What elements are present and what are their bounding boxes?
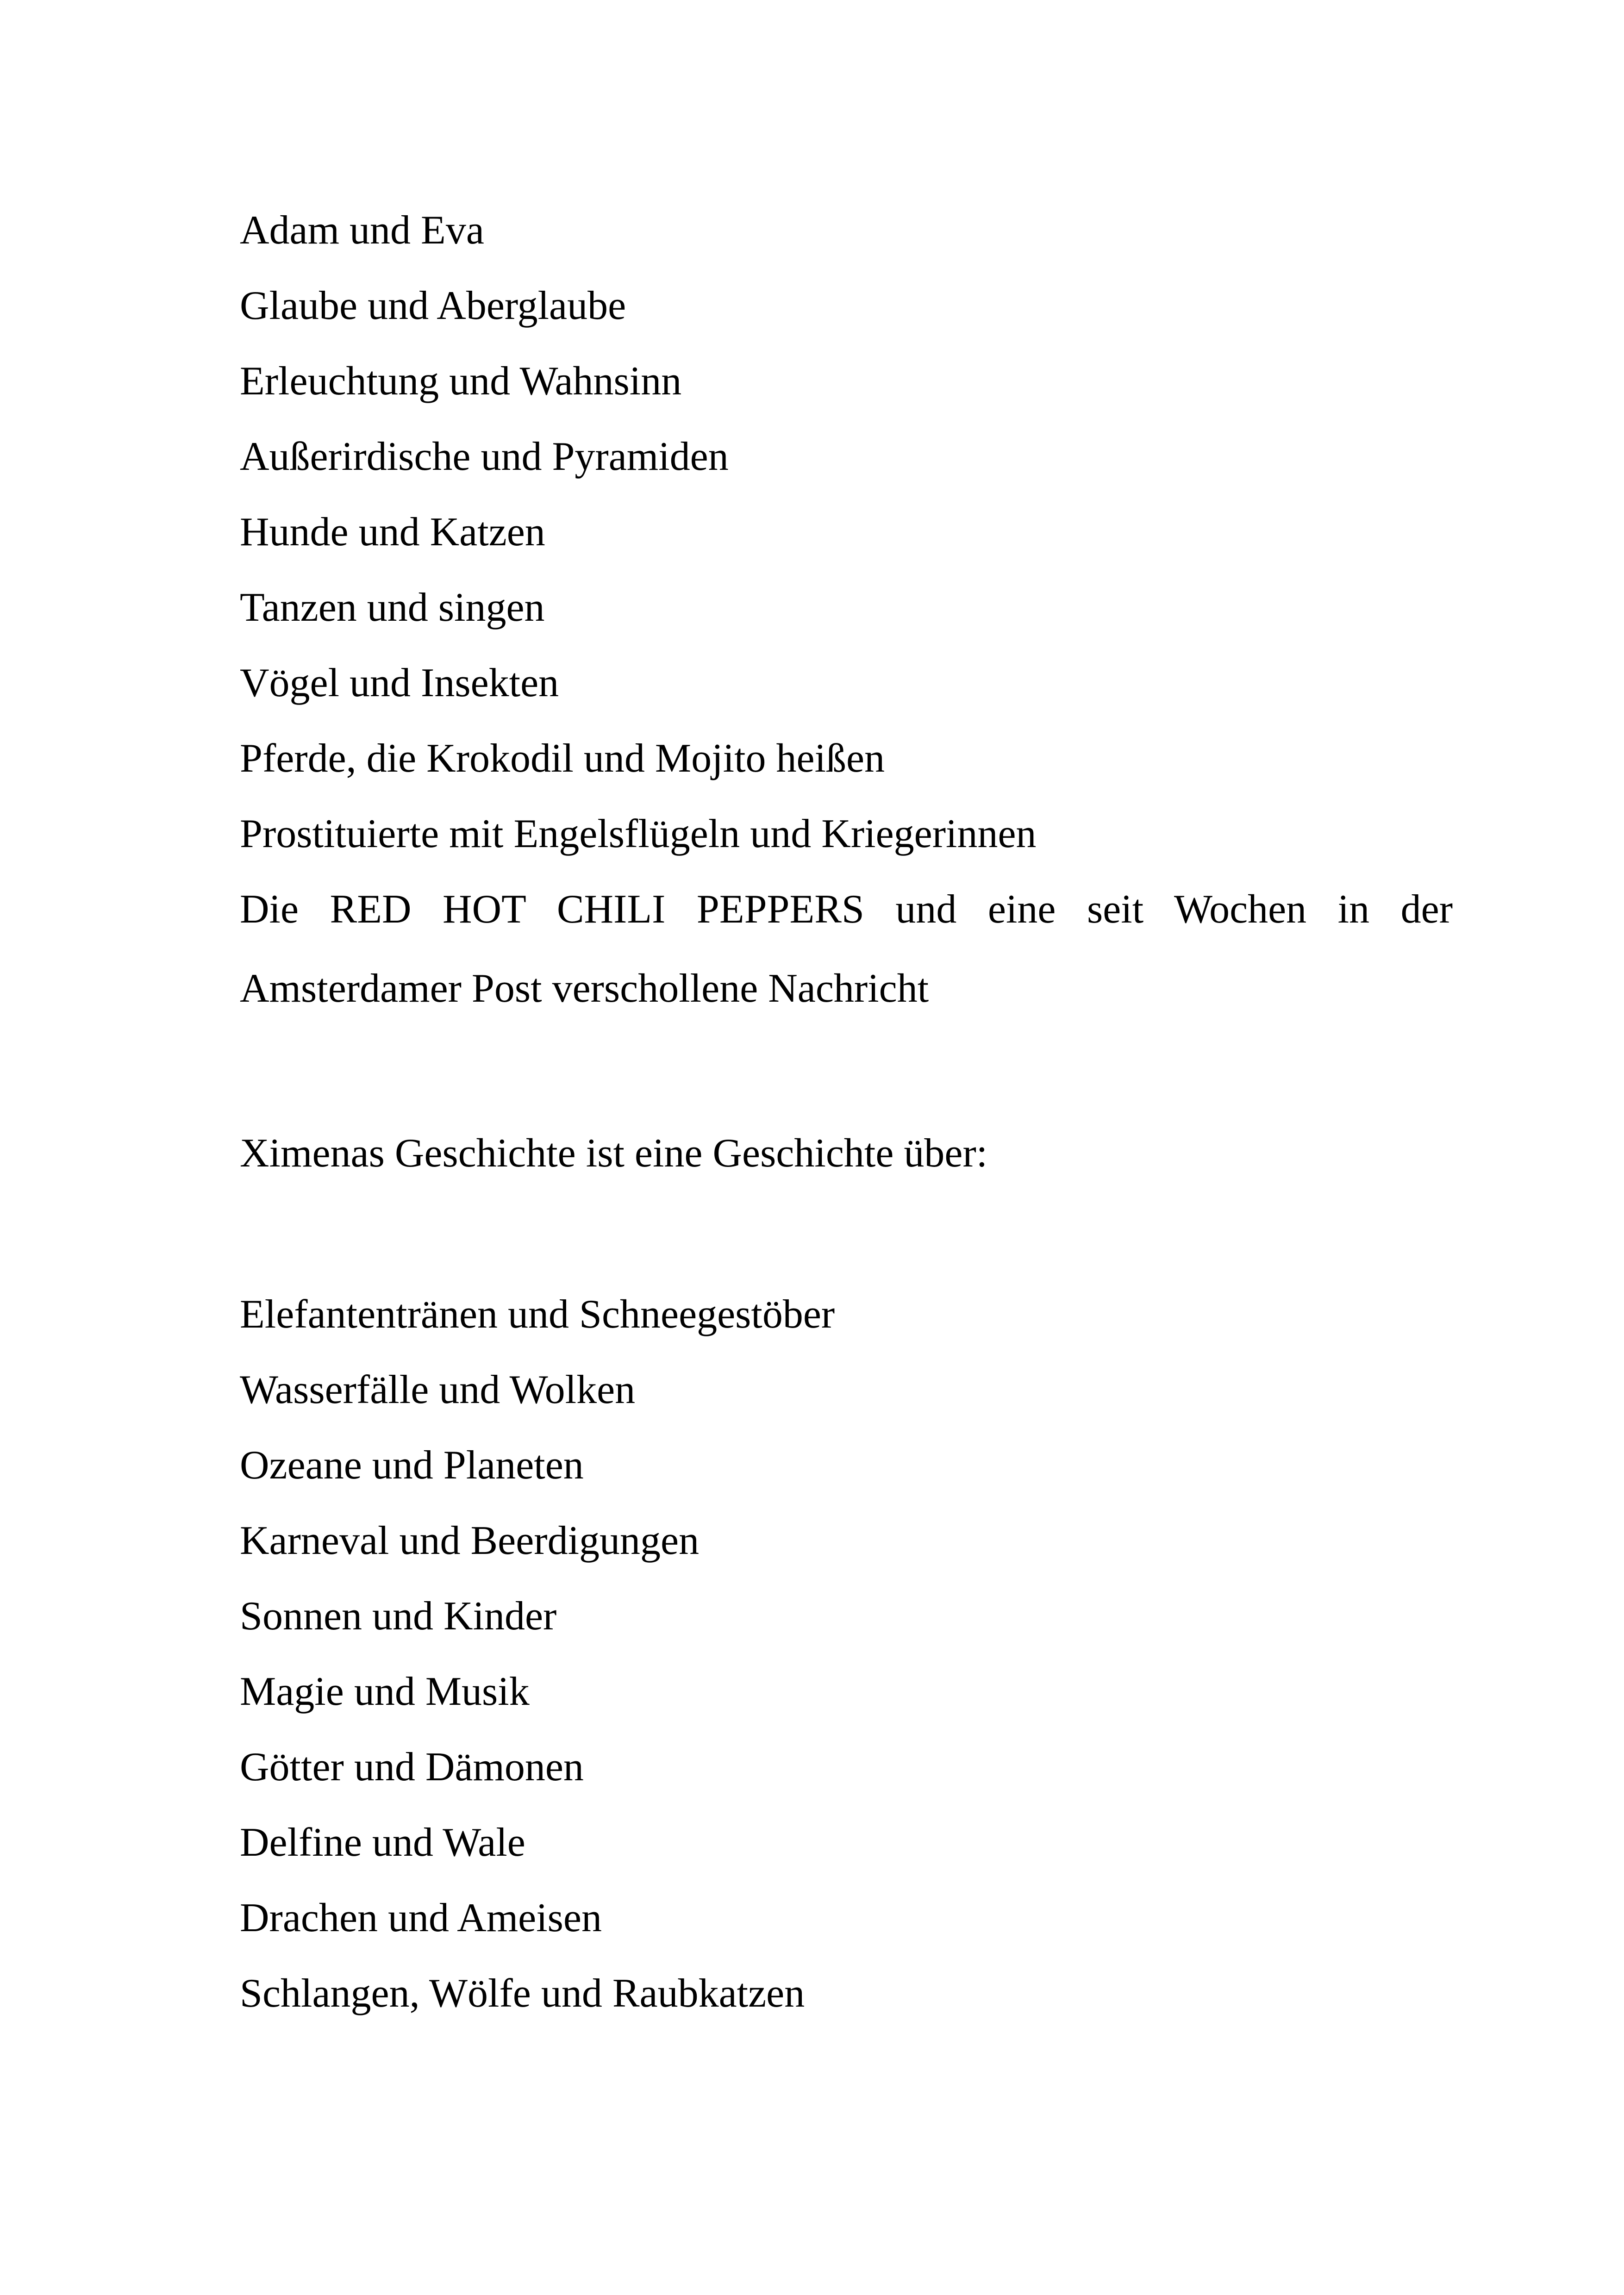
list-item: Adam und Eva bbox=[240, 208, 484, 253]
list-item: Pferde, die Krokodil und Mojito heißen bbox=[240, 736, 885, 781]
section-heading: Ximenas Geschichte ist eine Geschichte über: bbox=[240, 1131, 988, 1176]
list-item: Erleuchtung und Wahnsinn bbox=[240, 359, 682, 404]
first-list bbox=[240, 193, 1453, 1030]
list-item: Tanzen und singen bbox=[240, 585, 545, 630]
list-item: Elefantentränen und Schneegestöber bbox=[240, 1292, 835, 1337]
list-item: Glaube und Aberglaube bbox=[240, 283, 626, 328]
list-item-long-line-2: Amsterdamer Post verschollene Nachricht bbox=[240, 966, 929, 1011]
list-item: Außerirdische und Pyramiden bbox=[240, 434, 729, 479]
list-item: Wasserfälle und Wolken bbox=[240, 1367, 636, 1412]
list-item: Götter und Dämonen bbox=[240, 1745, 584, 1790]
list-item: Drachen und Ameisen bbox=[240, 1896, 602, 1940]
list-item-long-line-1: Die RED HOT CHILI PEPPERS und eine seit Wochen in der bbox=[240, 887, 1453, 932]
list-item: Schlangen, Wölfe und Raubkatzen bbox=[240, 1971, 805, 2016]
list-item: Ozeane und Planeten bbox=[240, 1443, 584, 1488]
list-item: Prostituierte mit Engelsflügeln und Kriegerinnen bbox=[240, 811, 1037, 856]
list-item: Sonnen und Kinder bbox=[240, 1594, 557, 1639]
second-list bbox=[240, 1277, 1453, 2031]
list-item: Hunde und Katzen bbox=[240, 510, 545, 555]
list-item: Delfine und Wale bbox=[240, 1820, 525, 1865]
list-item: Karneval und Beerdigungen bbox=[240, 1518, 700, 1563]
list-item: Vögel und Insekten bbox=[240, 661, 559, 705]
paragraph-gap bbox=[240, 1030, 1453, 1114]
paragraph-gap bbox=[240, 1193, 1453, 1277]
text-column bbox=[240, 193, 1453, 2031]
list-item: Magie und Musik bbox=[240, 1669, 530, 1714]
